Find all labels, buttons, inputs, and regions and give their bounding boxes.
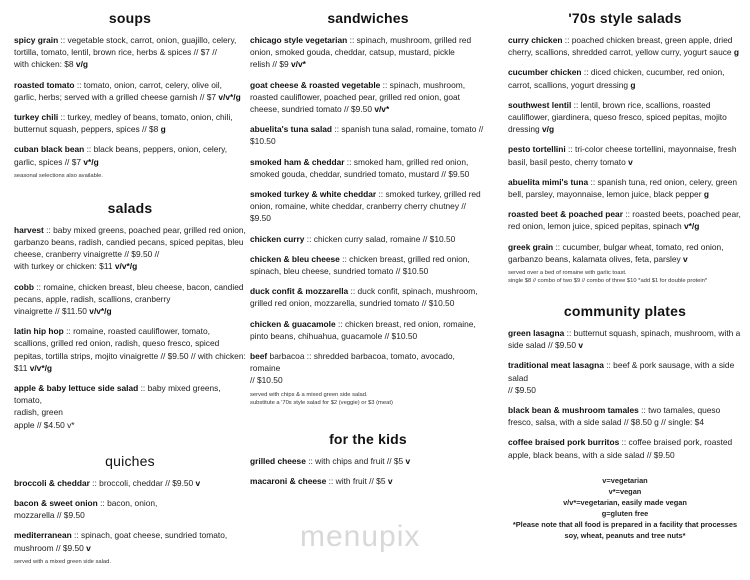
- item-description: :: baby mixed greens, tomato, radish, green apple // $4.50 v*: [14, 383, 221, 430]
- menu-item: [508, 241, 742, 265]
- menu-item: [250, 34, 486, 71]
- item-description: :: poached chicken breast, green apple, dried cherry, scallions, shredded carrot, yellow curry, yogurt sauce: [508, 35, 734, 58]
- menu-item: [14, 143, 246, 167]
- item-description: :: coffee braised pork, roasted apple, black beans, with a side salad // $9.50: [508, 437, 733, 460]
- menu-item: [250, 455, 486, 467]
- diet-tag: v/g: [541, 124, 555, 135]
- diet-tag: g: [733, 47, 740, 58]
- diet-tag: g: [703, 189, 709, 200]
- item-name: roasted tomato: [14, 79, 75, 90]
- item-description: :: duck confit, spinach, mushroom, grilled red onion, mozzarella, sundried tomato // $10.50: [250, 286, 478, 309]
- item-name: mediterranean: [14, 530, 72, 541]
- item-name: broccoli & cheddar: [14, 477, 90, 488]
- item-description: :: cucumber, bulgar wheat, tomato, red onion, garbanzo beans, kalamata olives, feta, parsley: [508, 241, 724, 264]
- menu-item: [14, 529, 246, 553]
- item-name: chicken & guacamole: [250, 318, 336, 329]
- section-title: sandwiches: [327, 10, 409, 26]
- diet-tag: v: [387, 475, 393, 486]
- menu-section: [508, 293, 742, 461]
- item-description: :: bacon, onion, mozzarella // $9.50: [14, 498, 158, 521]
- item-description: :: chicken breast, red onion, romaine, pinto beans, chihuahua, guacamole // $10.50: [250, 318, 476, 341]
- menu-section: [508, 0, 742, 285]
- item-name: beef: [250, 351, 268, 362]
- diet-tag: g: [160, 124, 166, 135]
- menu-item: [14, 497, 246, 521]
- menu-section: [250, 421, 486, 487]
- column-right: [508, 0, 742, 541]
- diet-tag: v/v*/g: [89, 306, 112, 317]
- item-name: duck confit & mozzarella: [250, 286, 349, 297]
- menu-item: [508, 34, 742, 58]
- item-description: :: romaine, chicken breast, bleu cheese, bacon, candied pecans, apple, radish, scallions, cranberry vinaigrette // $11.50: [14, 281, 244, 317]
- item-description: :: with fruit // $5: [326, 475, 388, 486]
- menu-item: [508, 66, 742, 90]
- menu-item: [508, 176, 742, 200]
- item-description: :: spinach, mushroom, roasted cauliflower, poached pear, grilled red onion, goat cheese, sundried tomato // $9.50: [250, 79, 466, 115]
- menu-item: [250, 285, 486, 309]
- menu-item: [250, 188, 486, 225]
- menu-item: [250, 79, 486, 116]
- column-middle: [250, 0, 486, 495]
- item-name: chicken & bleu cheese: [250, 253, 340, 264]
- menu-item: [14, 79, 246, 103]
- item-name: curry chicken: [508, 35, 563, 45]
- menu-item: [14, 325, 246, 374]
- section-note: seasonal selections also available.: [14, 172, 103, 179]
- item-description: :: spanish tuna, red onion, celery, green bell, parsley, mayonnaise, lemon juice, black pepper: [508, 176, 738, 200]
- item-name: pesto tortellini: [508, 144, 566, 155]
- menu-item: [14, 477, 246, 489]
- item-name: coffee braised pork burritos: [508, 437, 620, 448]
- item-description: :: broccoli, cheddar // $9.50: [89, 477, 196, 488]
- diet-tag: v/g: [75, 59, 89, 70]
- item-name: chicken curry: [250, 233, 305, 244]
- section-title: salads: [107, 199, 153, 216]
- item-name: cuban black bean: [14, 144, 85, 155]
- item-description: :: vegetable stock, carrot, onion, guajillo, celery, tortilla, tomato, lentil, brown rice, herbs & spices // $7 // with chicken: $8: [14, 35, 237, 70]
- menu-item: [250, 475, 486, 487]
- diet-tag: v/v*/g: [29, 362, 53, 373]
- menu-item: [508, 208, 742, 232]
- section-note: served with chips & a mixed green side salad. substitute a '70s style salad for $2 (veggie) or $3 (meat): [250, 391, 393, 406]
- item-description: :: romaine, roasted cauliflower, tomato, scallions, grilled red onion, radish, queso fresco, spiced pepitas, tortilla strips, mojito vinaigrette // $9.50 // with chicken: $11: [14, 326, 246, 373]
- diet-tag: v/v*/g: [114, 261, 138, 272]
- menu-item: [250, 156, 486, 180]
- diet-tag: v: [405, 455, 411, 466]
- section-title: soups: [108, 10, 152, 26]
- item-description: :: tomato, onion, carrot, celery, olive oil, garlic, herbs; served with a grilled cheese garnish // $7: [14, 79, 222, 102]
- menu-item: [14, 281, 246, 318]
- menu-item: [14, 34, 246, 71]
- diet-tag: v/v*/g: [218, 91, 241, 102]
- dietary-legend: [508, 475, 742, 541]
- menu-section: [14, 443, 246, 566]
- menu-item: [14, 111, 246, 135]
- item-description: :: spinach, goat cheese, sundried tomato, mushroom // $9.50: [14, 530, 228, 553]
- item-description: :: with chips and fruit // $5: [305, 455, 406, 466]
- menu-item: [14, 382, 246, 431]
- diet-tag: v: [195, 477, 201, 488]
- item-description: :: smoked ham, grilled red onion, smoked gouda, cheddar, sundried tomato, mustard // $9.50: [250, 156, 470, 179]
- item-name: macaroni & cheese: [250, 475, 327, 486]
- item-name: traditional meat lasagna: [508, 360, 604, 371]
- menu-item: [508, 99, 742, 136]
- menu-item: [14, 224, 246, 273]
- menu-section: [250, 0, 486, 407]
- item-description: :: lentil, brown rice, scallions, roasted cauliflower, giardinera, queso fresco, spiced pepitas, mojito dressing: [508, 99, 727, 135]
- diet-tag: v/v*: [290, 59, 306, 70]
- diet-tag: v/v*: [374, 104, 390, 115]
- section-note: served with a mixed green side salad.: [14, 558, 111, 565]
- item-description: :: chicken breast, grilled red onion, spinach, bleu cheese, sundried tomato // $10.50: [250, 253, 470, 277]
- item-name: harvest: [14, 224, 44, 235]
- section-note: served over a bed of romaine with garlic toast. single $8 // combo of two $9 // combo of three $10 *add $1 for double protein*: [508, 270, 708, 285]
- diet-tag: v: [628, 156, 633, 167]
- item-name: latin hip hop: [14, 326, 64, 337]
- item-name: green lasagna: [508, 328, 565, 339]
- section-title: community plates: [563, 303, 687, 320]
- item-name: apple & baby lettuce side salad: [14, 383, 139, 394]
- item-description: :: butternut squash, spinach, mushroom, with a side salad // $9.50: [508, 328, 741, 351]
- menu-item: [508, 143, 742, 167]
- item-description: :: chicken curry salad, romaine // $10.50: [304, 233, 456, 244]
- menu-item: [508, 359, 742, 396]
- item-name: goat cheese & roasted vegetable: [250, 79, 381, 90]
- legend-line: v*=vegan: [608, 486, 642, 496]
- item-description: :: roasted beets, poached pear, red onion, lemon juice, spiced pepitas, spinach: [508, 209, 741, 232]
- menu-item: [508, 436, 742, 460]
- item-description: :: turkey, medley of beans, tomato, onion, chili, butternut squash, peppers, spices // $8: [14, 112, 233, 135]
- legend-line: v/v*=vegetarian, easily made vegan: [563, 497, 687, 507]
- item-description: :: spanish tuna salad, romaine, tomato // $10.50: [250, 124, 484, 147]
- menu-item: [250, 253, 486, 277]
- item-name: smoked ham & cheddar: [250, 156, 345, 167]
- menu-section: [14, 190, 246, 431]
- section-title: '70s style salads: [568, 10, 682, 26]
- item-description: :: beef & pork sausage, with a side salad // $9.50: [508, 360, 735, 395]
- item-name: smoked turkey & white cheddar: [250, 189, 377, 200]
- item-name: chicago style vegetarian: [250, 35, 348, 45]
- menu-item: [250, 123, 486, 147]
- item-name: spicy grain: [14, 35, 59, 45]
- item-description: :: smoked turkey, grilled red onion, romaine, white cheddar, cranberry cherry chutney // $9.50: [250, 189, 481, 224]
- item-name: abuelita mimi's tuna: [508, 176, 589, 187]
- menu-section: [14, 0, 246, 180]
- diet-tag: v: [683, 253, 688, 264]
- section-title: quiches: [105, 452, 155, 469]
- legend-line: v=vegetarian: [602, 475, 648, 485]
- diet-tag: v: [578, 340, 583, 351]
- item-name: bacon & sweet onion: [14, 498, 98, 509]
- diet-tag: v*/g: [683, 221, 700, 232]
- menu-item: [250, 233, 486, 245]
- item-name: cucumber chicken: [508, 67, 582, 78]
- menupix-watermark: menupix: [300, 520, 421, 553]
- column-left: [14, 0, 246, 574]
- item-name: black bean & mushroom tamales: [508, 405, 639, 416]
- item-name: turkey chili: [14, 112, 59, 123]
- menu-item: [250, 350, 486, 387]
- legend-line: g=gluten free: [601, 508, 649, 518]
- item-name: abuelita's tuna salad: [250, 124, 333, 135]
- diet-tag: v*/g: [83, 156, 99, 167]
- right-sections: [508, 0, 742, 461]
- item-name: roasted beet & poached pear: [508, 209, 623, 220]
- item-description: :: spinach, mushroom, grilled red onion, smoked gouda, cheddar, catsup, mustard, pickle relish // $9: [250, 35, 472, 70]
- item-description: :: black beans, peppers, onion, celery, garlic, spices // $7: [14, 144, 228, 167]
- item-description: :: baby mixed greens, poached pear, grilled red onion, garbanzo beans, radish, candied pecans, spiced pepitas, bleu cheese, cranberry vinaigrette // $9.50 // with turkey or chicken: $11: [14, 224, 246, 272]
- item-name: cobb: [14, 281, 35, 292]
- item-name: grilled cheese: [250, 455, 306, 466]
- item-description: :: tri-color cheese tortellini, mayonnaise, fresh basil, basil pesto, cherry tomato: [508, 144, 737, 167]
- item-description: barbacoa :: shredded barbacoa, tomato, avocado, romaine // $10.50: [250, 351, 455, 386]
- menu-item: [508, 404, 742, 428]
- diet-tag: v: [86, 542, 91, 553]
- allergen-note: *Please note that all food is prepared in a facility that processes soy, wheat, peanuts and tree nuts*: [512, 519, 738, 540]
- item-name: greek grain: [508, 241, 554, 252]
- diet-tag: g: [630, 79, 636, 90]
- menu-item: [250, 318, 486, 342]
- item-description: :: diced chicken, cucumber, red onion, carrot, scallions, yogurt dressing: [508, 67, 725, 90]
- item-description: :: two tamales, queso fresco, salsa, with a side salad // $8.50 g // single: $4: [508, 405, 721, 428]
- item-name: southwest lentil: [508, 99, 572, 110]
- menu-item: [508, 327, 742, 351]
- section-title: for the kids: [329, 430, 407, 447]
